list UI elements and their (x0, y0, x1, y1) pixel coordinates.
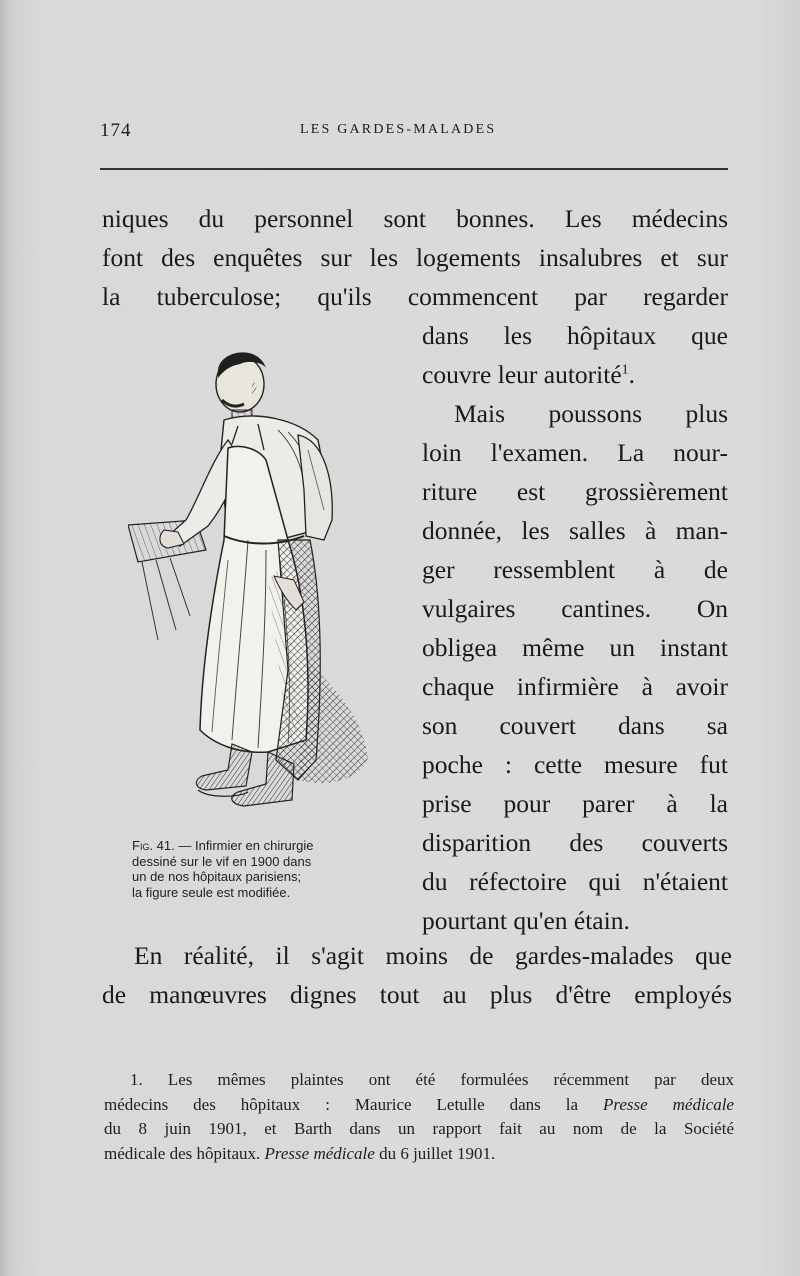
text-line: loin l'examen. La nour- (422, 438, 728, 467)
text-line: dans les hôpitaux que (422, 321, 728, 350)
engraving-image (128, 340, 398, 830)
header-rule (100, 168, 728, 170)
text-line: la tuberculose; qu'ils commencent par regarder (102, 282, 728, 311)
text-line: donnée, les salles à man- (422, 516, 728, 545)
text-fragment: couvre leur autorité (422, 360, 622, 389)
text-line: disparition des couverts (422, 828, 728, 857)
text-line: prise pour parer à la (422, 789, 728, 818)
paragraph-bottom (102, 936, 732, 1014)
text-line: de manœuvres dignes tout au plus d'être employés (102, 980, 732, 1009)
text-line: En réalité, il s'agit moins de gardes-malades que (134, 941, 732, 970)
caption-line: dessiné sur le vif en 1900 dans (132, 853, 312, 869)
text-line: obligea même un instant (422, 633, 728, 662)
footnote-line (104, 1142, 734, 1167)
text-line: Mais poussons plus (454, 399, 728, 428)
text-line: pourtant qu'en étain. (422, 906, 630, 935)
caption-line: un de nos hôpitaux parisiens; (132, 869, 302, 884)
caption-line (132, 838, 402, 854)
footnote-text: médicale des hôpitaux. (104, 1143, 265, 1163)
text-line: ger ressemblent à de (422, 555, 728, 584)
footnote-text: du 6 juillet 1901. (374, 1143, 496, 1163)
footnote-marker: 1 (621, 362, 629, 378)
figure-label: Fig. 41. (132, 838, 175, 853)
page-header (100, 120, 728, 148)
footnote-journal: Presse médicale (264, 1143, 375, 1163)
text-line: du réfectoire qui n'étaient (422, 867, 728, 896)
running-title: LES GARDES-MALADES (300, 122, 497, 137)
footnote-text: médecins des hôpitaux : Maurice Letulle dans la (104, 1094, 603, 1114)
footnote-line (104, 1093, 734, 1118)
footnote-line: 1. Les mêmes plaintes ont été formulées récemment par deux (130, 1070, 734, 1089)
nurse-illustration (128, 340, 398, 830)
paragraph-top (102, 199, 728, 316)
text-line: font des enquêtes sur les logements insalubres et sur (102, 243, 728, 272)
footnote-line: du 8 juin 1901, et Barth dans un rapport fait au nom de la Société (104, 1119, 734, 1138)
text-line: vulgaires cantines. On (422, 594, 728, 623)
text-line: son couvert dans sa (422, 711, 728, 740)
text-line: riture est grossièrement (422, 477, 728, 506)
page-number: 174 (100, 120, 132, 141)
text-line: couvre leur autorité$^1$. (422, 360, 636, 389)
caption-text: — Infirmier en chirurgie (174, 838, 314, 853)
text-line: poche : cette mesure fut (422, 750, 728, 779)
figure-caption (132, 838, 402, 900)
footnote-journal: Presse médicale (602, 1094, 734, 1114)
text-line: niques du personnel sont bonnes. Les médecins (102, 204, 728, 233)
paragraph-right-column (422, 316, 728, 940)
text-line: chaque infirmière à avoir (422, 672, 728, 701)
caption-line: la figure seule est modifiée. (132, 884, 291, 900)
footnote (104, 1068, 734, 1166)
